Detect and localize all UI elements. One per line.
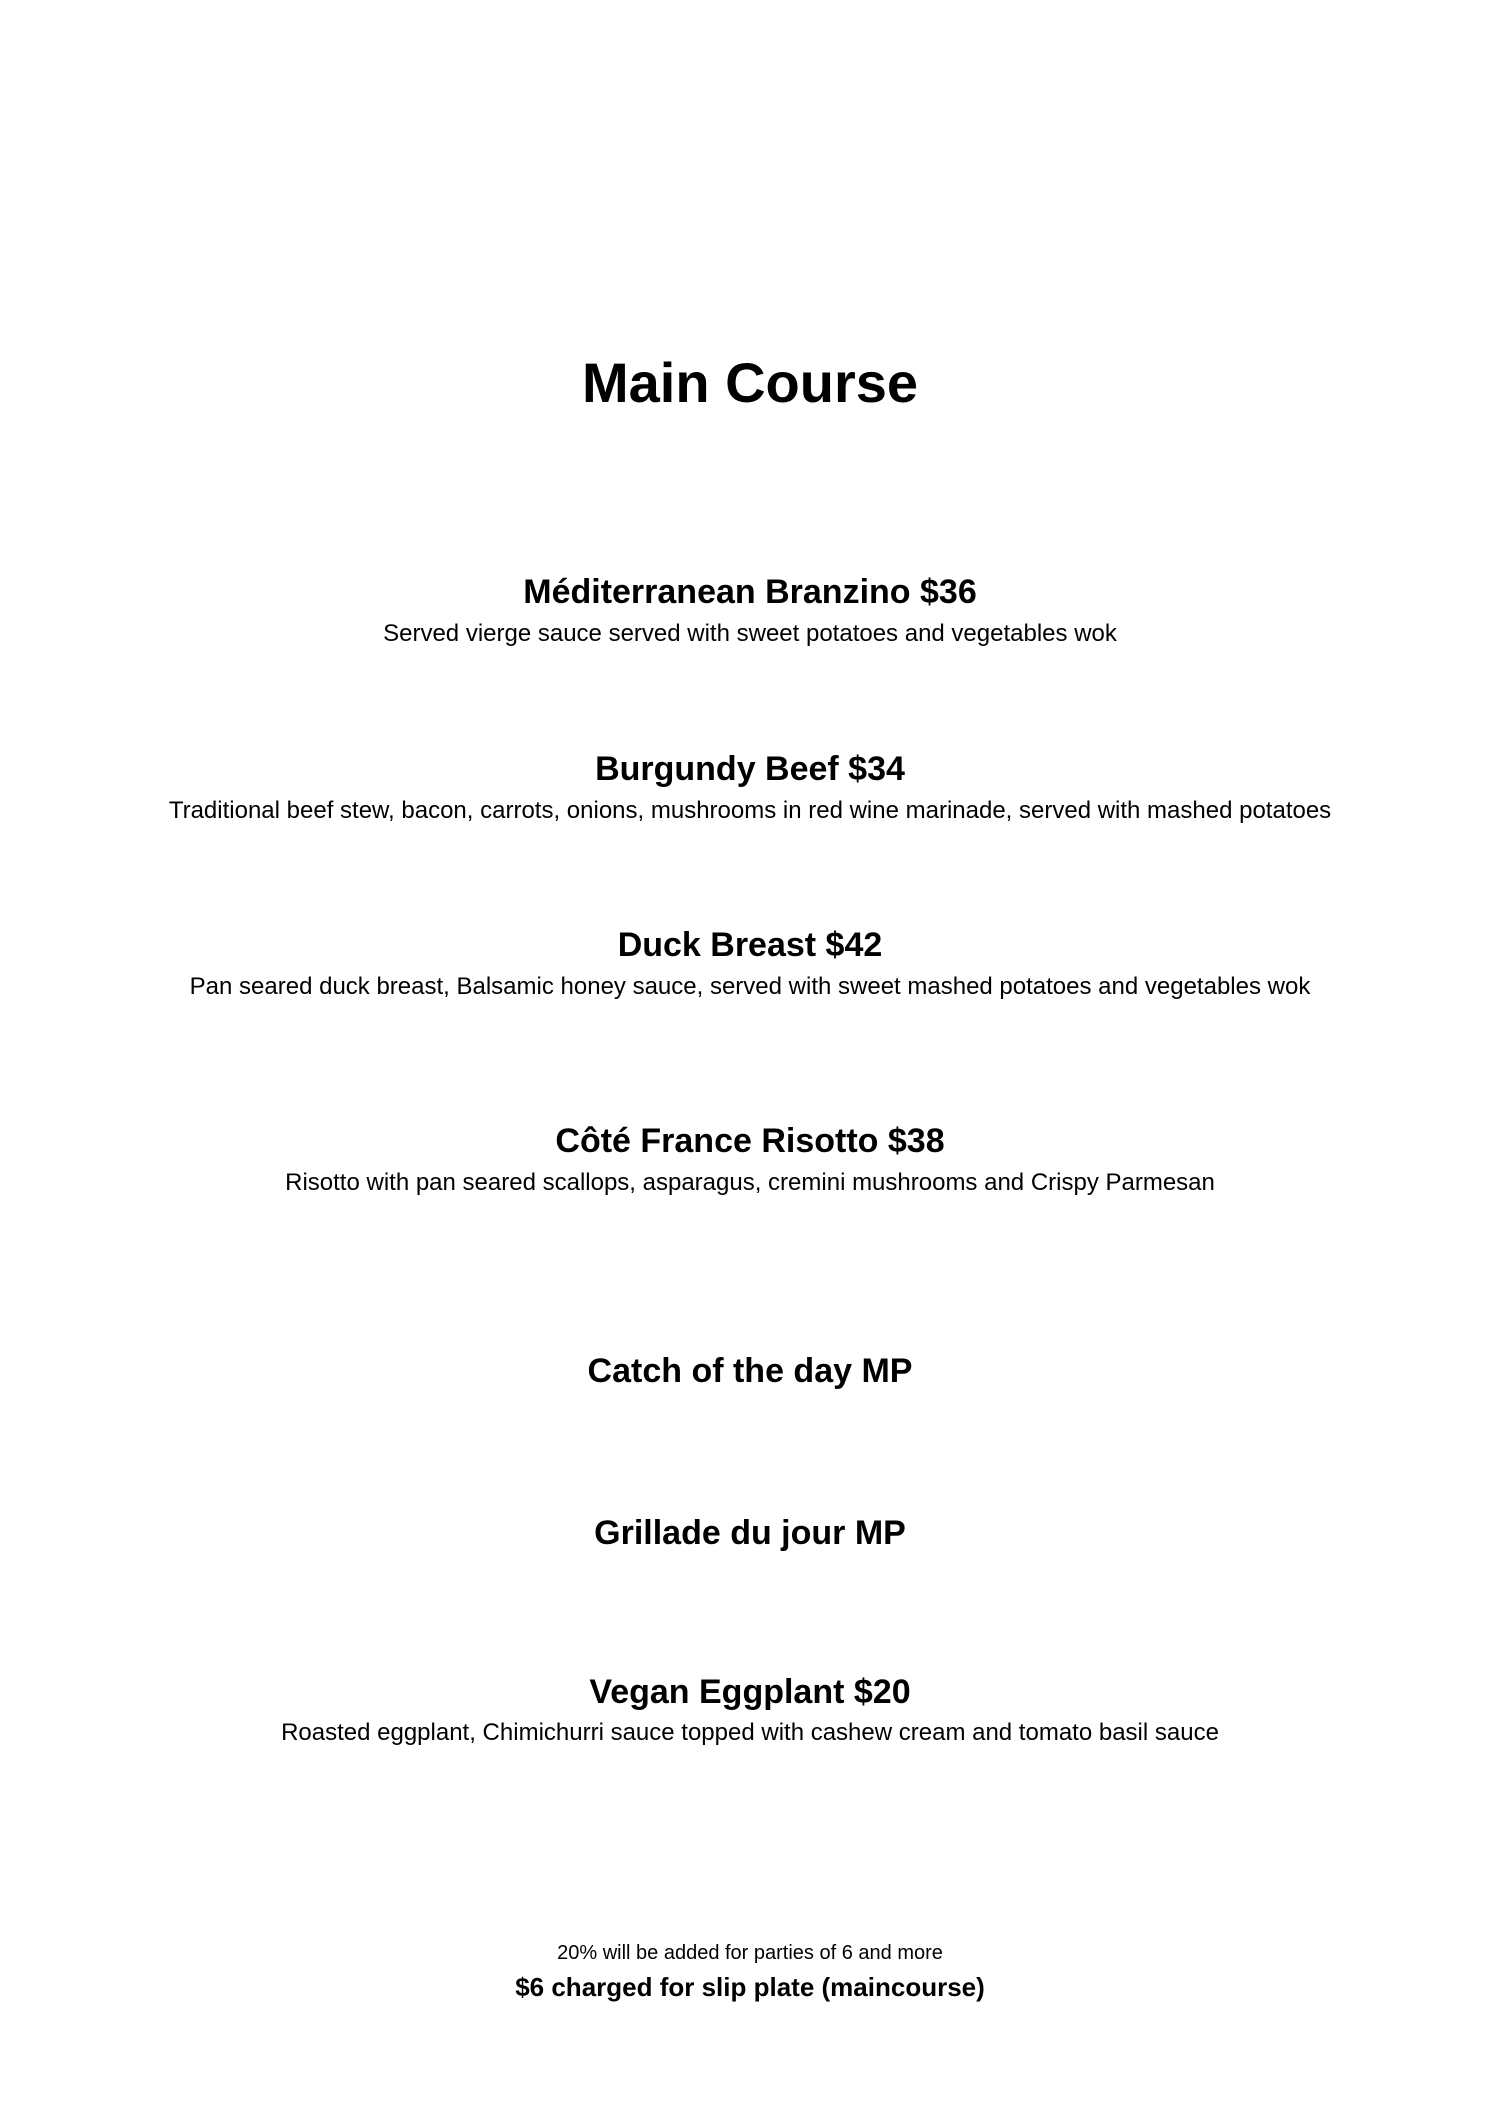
menu-item-name: Duck Breast $42	[617, 926, 883, 964]
menu-item-name: Méditerranean Branzino $36	[523, 573, 977, 611]
menu-item-description: Served vierge sauce served with sweet potatoes and vegetables wok	[383, 620, 1117, 647]
menu-item-description: Roasted eggplant, Chimichurri sauce topped with cashew cream and tomato basil sauce	[281, 1719, 1219, 1746]
menu-item-description: Traditional beef stew, bacon, carrots, onions, mushrooms in red wine marinade, served with mashed potatoes	[168, 797, 1332, 824]
page-title: Main Course	[581, 351, 919, 414]
menu-item-name: Grillade du jour MP	[594, 1514, 906, 1552]
menu-item-name: Côté France Risotto $38	[555, 1122, 945, 1160]
gratuity-note: 20% will be added for parties of 6 and more	[557, 1942, 943, 1964]
menu-item-description: Pan seared duck breast, Balsamic honey sauce, served with sweet mashed potatoes and vegetables wok	[189, 973, 1311, 1000]
menu-item-name: Vegan Eggplant $20	[589, 1673, 911, 1711]
menu-item-name: Catch of the day MP	[587, 1352, 913, 1390]
menu-item-description: Risotto with pan seared scallops, asparagus, cremini mushrooms and Crispy Parmesan	[285, 1169, 1215, 1196]
menu-item-name: Burgundy Beef $34	[595, 750, 905, 788]
split-plate-note: $6 charged for slip plate (maincourse)	[515, 1972, 985, 2002]
